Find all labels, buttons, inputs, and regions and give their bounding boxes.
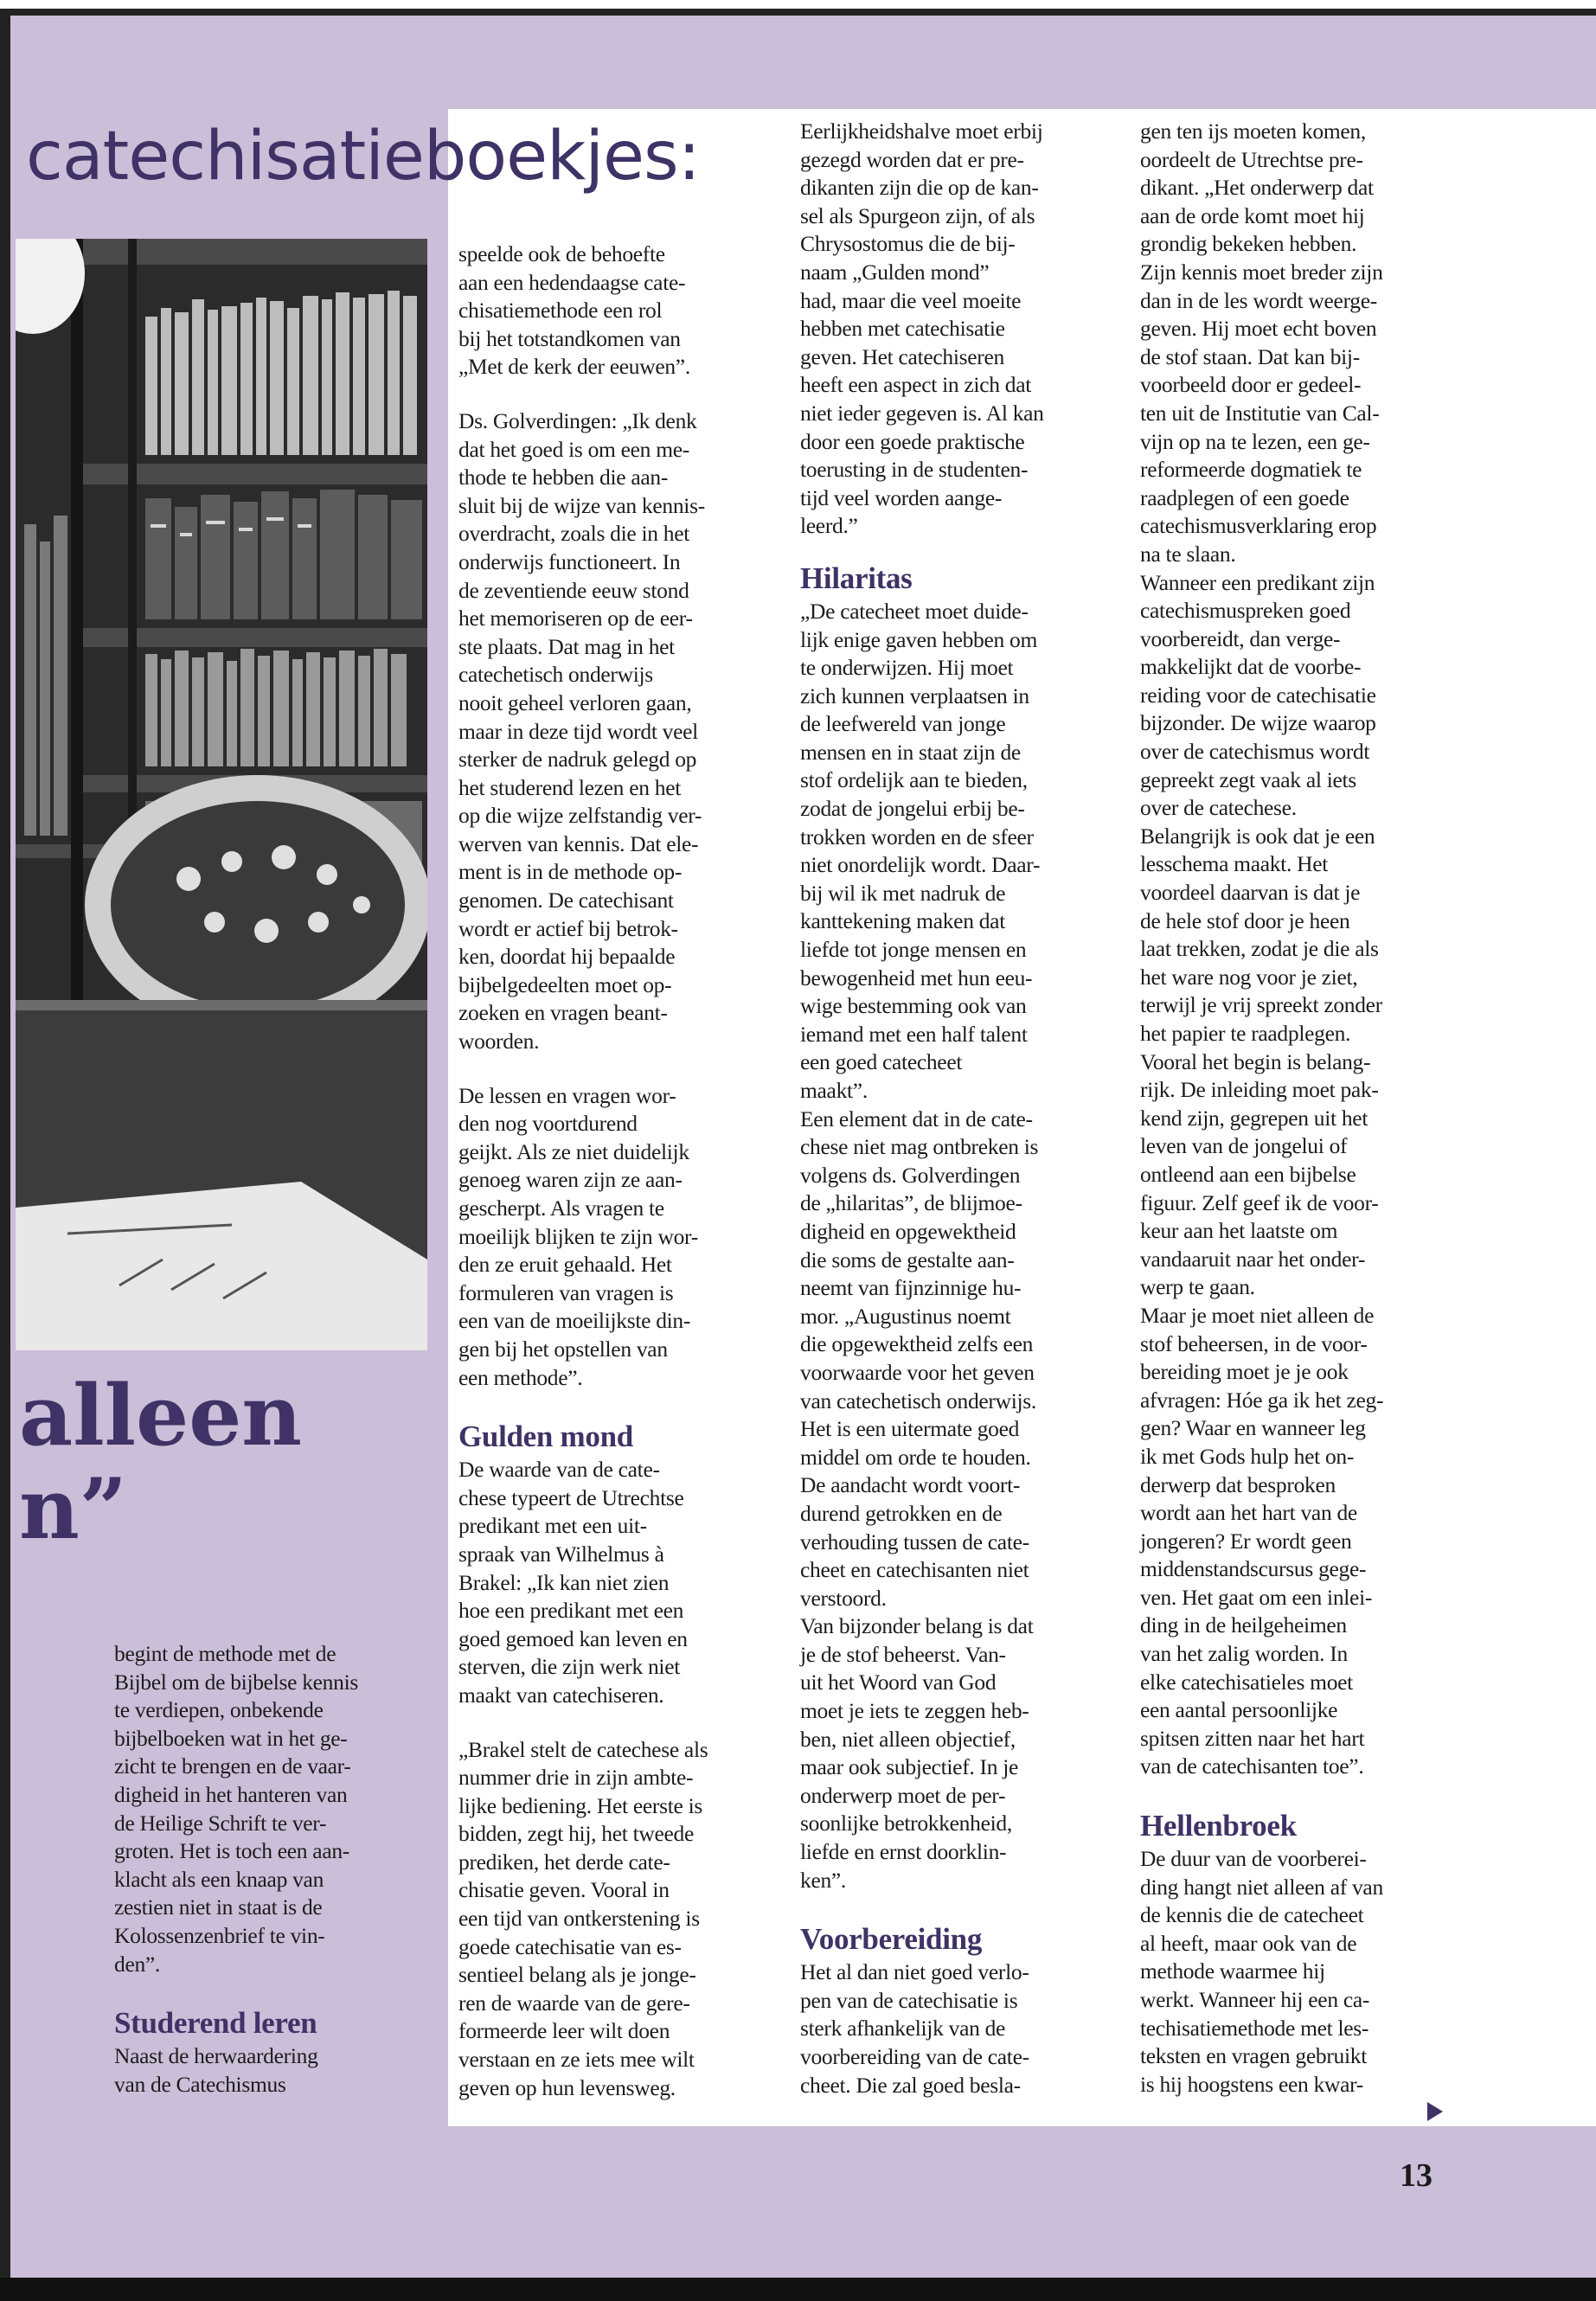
heading-gulden-mond: Gulden mond bbox=[458, 1420, 633, 1454]
headline-mid: alleen bbox=[19, 1367, 303, 1465]
bookshelf-photo bbox=[16, 239, 427, 1350]
col2-paragraph-2: Ds. Golverdingen: „Ik denk dat het goed is om een me- thode te hebben die aan- sluit bij de wijze van kennis- overdracht, zoals die in het onderwijs functioneert. In de zeventiende eeuw stond het memoriseren op de eer- ste plaats. Dat mag in het catechetisch onderwijs nooit geheel verloren gaan, maar in deze tijd wordt veel sterker de nadruk gelegd op het studerend lezen en het op die wijze zelfstandig ver- werven van kennis. Dat ele- ment is in de methode op- genomen. De catechisant wordt er actief bij betrok- ken, doordat hij bepaalde bijbelgedeelten moet op- zoeken en vragen beant- woorden. bbox=[458, 407, 705, 1054]
col2-paragraph-5: „Brakel stelt de catechese als nummer drie in zijn ambte- lijke bediening. Het eerste is bidden, zegt hij, het tweede prediken, het derde cate- chisatie geven. Vooral in een tijd van ontkerstening is goede catechisatie van es- sentieel belang als je jonge- ren de waarde van de gere- formeerde leer wilt doen verstaan en ze iets mee wilt geven op hun levensweg. bbox=[458, 1736, 708, 2100]
heading-studerend-leren: Studerend leren bbox=[114, 2006, 317, 2041]
heading-hellenbroek: Hellenbroek bbox=[1140, 1809, 1297, 1843]
heading-hilaritas: Hilaritas bbox=[800, 561, 913, 595]
col1-paragraph-2: Naast de herwaardering van de Catechismus bbox=[114, 2043, 318, 2097]
col1-paragraph-1: begint de methode met de Bijbel om de bijbelse kennis te verdiepen, onbekende bijbelboeken wat in het ge- zicht te brengen en de vaar- digheid in het hanteren van de Heilige Schrift te ver- groten. Het is toch een aan- klacht als een knaap van zestien niet in staat is de Kolossenzenbrief te vin- den”. bbox=[114, 1641, 358, 1977]
left-edge bbox=[0, 9, 10, 2279]
bottom-band bbox=[0, 2126, 1596, 2278]
col4-paragraph-1: gen ten ijs moeten komen, oordeelt de Utrechtse pre- dikant. „Het onderwerp dat aan de orde komt moet hij grondig bekeken hebben. Zijn kennis moet breder zijn dan in de les wordt weerge- geven. Hij moet echt boven de stof staan. Dat kan bij- voorbeeld door er gedeel- ten uit de Institutie van Cal- vijn op na te lezen, een ge- reformeerde dogmatiek te raadplegen of een goede catechismusverklaring erop na te slaan. Wanneer een predikant zijn catechismuspreken goed voorbereidt, dan verge- makkelijkt dat de voorbe- reiding voor de catechisatie bijzonder. De wijze waarop over de catechismus wordt gepreekt zegt vaak al iets over de catechese. Belangrijk is ook dat je een lesschema maakt. Het voordeel daarvan is dat je de hele stof door je heen laat trekken, zodat je die als het ware nog voor je ziet, terwijl je vrij spreekt zonder het papier te raadplegen. Vooral het begin is belang- rijk. De inleiding moet pak- kend zijn, gegrepen uit het leven van de jongelui of ontleend aan een bijbelse figuur. Zelf geef ik de voor- keur aan het laatste om vandaaruit naar het onder- werp te gaan. Maar je moet niet alleen de stof beheersen, in de voor- bereiding moet je je ook afvragen: Hóe ga ik het zeg- gen? Waar en wanneer leg ik met Gods hulp het on- derwerp dat besproken wordt aan het hart van de jongeren? Er wordt geen middenstandscursus gege- ven. Het gaat om een inlei- ding in de heilgeheimen van het zalig worden. In elke catechisatieles moet een aantal persoonlijke spitsen zitten naar het hart van de catechisanten toe”. bbox=[1140, 119, 1384, 1779]
column-1 bbox=[114, 1640, 434, 2099]
column-3 bbox=[800, 118, 1138, 2099]
page-number: 13 bbox=[1400, 2157, 1433, 2194]
triangle-right-icon bbox=[1427, 2102, 1443, 2121]
col3-paragraph-1: Eerlijkheidshalve moet erbij gezegd worden dat er pre- dikanten zijn die op de kan- sel als Spurgeon zijn, of als Chrysostomus die de bij- naam „Gulden mond” had, maar die veel moeite hebben met catechisatie geven. Het catechiseren heeft een aspect in zich dat niet ieder gegeven is. Al kan door een goede praktische toerusting in de studenten- tijd veel worden aange- leerd.” bbox=[800, 119, 1044, 539]
headline-bottom: n” bbox=[19, 1460, 128, 1558]
headline-top: catechisatieboekjes: bbox=[26, 118, 700, 195]
column-2 bbox=[458, 240, 796, 2102]
col2-paragraph-1: speelde ook de behoefte aan een hedendaagse cate- chisatiemethode een rol bij het totstandkomen van „Met de kerk der eeuwen”. bbox=[458, 241, 690, 380]
heading-voorbereiding: Voorbereiding bbox=[800, 1922, 983, 1957]
col2-paragraph-3: De lessen en vragen wor- den nog voortdurend geijkt. Als ze niet duidelijk genoeg waren zijn ze aan- gescherpt. Als vragen te moeilijk blijken te zijn wor- den ze eruit gehaald. Het formuleren van vragen is een van de moeilijkste din- gen bij het opstellen van een methode”. bbox=[458, 1082, 698, 1390]
bottom-rule bbox=[0, 2278, 1596, 2301]
column-4 bbox=[1140, 118, 1486, 2099]
top-rule bbox=[0, 9, 1596, 16]
col3-paragraph-2: „De catecheet moet duide- lijk enige gaven hebben om te onderwijzen. Hij moet zich kunnen verplaatsen in de leefwereld van jonge mensen en in staat zijn de stof ordelijk aan te bieden, zodat de jongelui erbij be- trokken worden en de sfeer niet onordelijk wordt. Daar- bij wil ik met nadruk de kanttekening maken dat liefde tot jonge mensen en bewogenheid met hun eeu- wige bestemming ook van iemand met een half talent een goed catecheet maakt”. Een element dat in de cate- chese niet mag ontbreken is volgens ds. Golverdingen de „hilaritas”, de blijmoe- digheid en opgewektheid die soms de gestalte aan- neemt van fijnzinnige hu- mor. „Augustinus noemt die opgewektheid zelfs een voorwaarde voor het geven van catechetisch onderwijs. Het is een uitermate goed middel om orde te houden. De aandacht wordt voort- durend getrokken en de verhouding tussen de cate- cheet en catechisanten niet verstoord. Van bijzonder belang is dat je de stof beheerst. Van- uit het Woord van God moet je iets te zeggen heb- ben, niet alleen objectief, maar ook subjectief. In je onderwerp moet de per- soonlijke betrokkenheid, liefde en ernst doorklin- ken”. bbox=[800, 598, 1041, 1893]
col2-paragraph-4: De waarde van de cate- chese typeert de Utrechtse predikant met een uit- spraak van Wilhelmus à Brakel: „Ik kan niet zien hoe een predikant met een goed gemoed kan leven en sterven, die zijn werk niet maakt van catechiseren. bbox=[458, 1457, 688, 1708]
col3-paragraph-3: Het al dan niet goed verlo- pen van de catechisatie is sterk afhankelijk van de voorbereiding van de cate- cheet. Die zal goed besla- bbox=[800, 1959, 1029, 2098]
col4-paragraph-2: De duur van de voorberei- ding hangt niet alleen af van de kennis die de catecheet al heeft, maar ook van de methode waarmee hij werkt. Wanneer hij een ca- techisatiemethode met les- teksten en vragen gebruikt is hij hoogstens een kwar- bbox=[1140, 1846, 1383, 2097]
